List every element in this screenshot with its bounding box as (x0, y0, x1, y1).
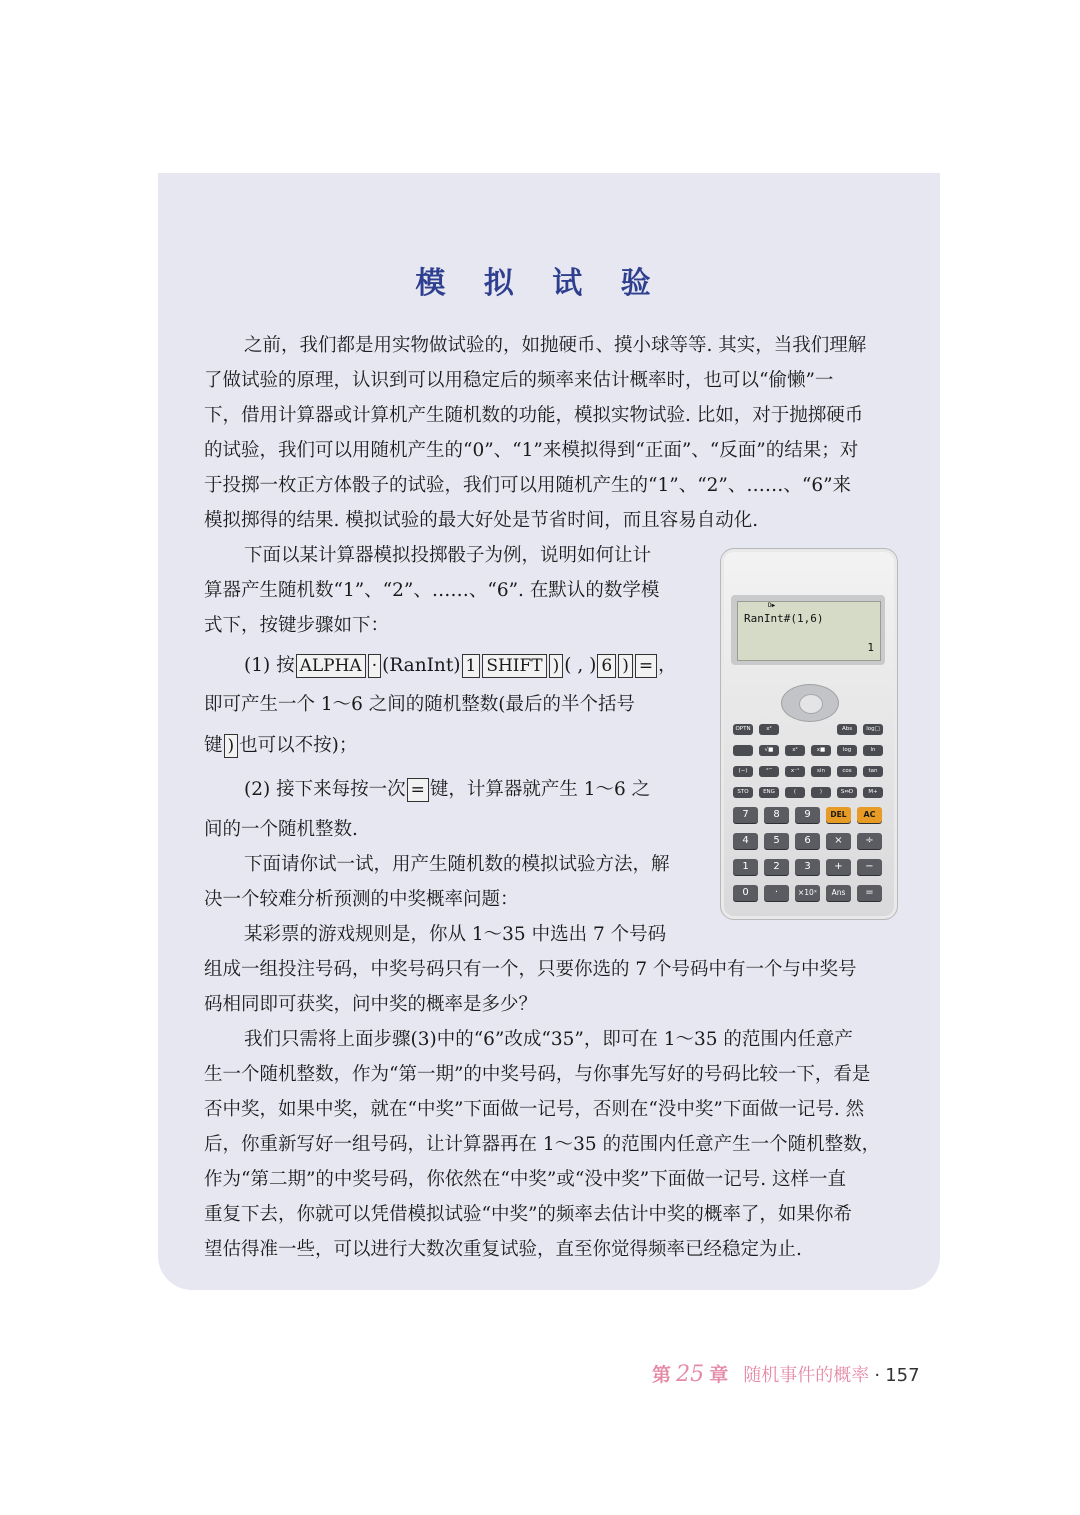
calculator-function-key: ( (785, 787, 805, 798)
calculator-number-key: 4 (733, 833, 758, 849)
calculator-function-key: OPTN (733, 724, 753, 735)
calculator-number-key: × (826, 833, 851, 849)
step-1-end: ， (658, 655, 677, 676)
text-line: 了做试验的原理，认识到可以用稳定后的频率来估计概率时，也可以“偷懒”一 (204, 370, 834, 391)
text-line: 后，你重新写好一组号码，让计算器再在 1～35 的范围内任意产生一个随机整数， (204, 1134, 881, 1155)
step-1-mid1: (RanInt) (382, 655, 461, 676)
six-key: 6 (597, 654, 616, 678)
section-title: 模 拟 试 验 (415, 266, 665, 301)
calculator-number-key: 8 (764, 807, 789, 823)
calculator-number-key: ÷ (857, 833, 882, 849)
text-line: 组成一组投注号码，中奖号码只有一个，只要你选的 7 个号码中有一个与中奖号 (204, 959, 857, 980)
calculator-function-key: ) (811, 787, 831, 798)
calculator-expression: RanInt#(1,6) (744, 612, 824, 625)
calculator-function-key (733, 745, 753, 756)
step-2-line (244, 777, 650, 803)
text-line: 某彩票的游戏规则是，你从 1～35 中选出 7 个号码 (244, 924, 667, 945)
calculator-number-key: = (857, 885, 882, 901)
page-number: 157 (885, 1365, 920, 1386)
calculator-function-key: √■ (759, 745, 779, 756)
calculator-number-key: ×10ˣ (795, 885, 820, 901)
calculator-result: 1 (867, 641, 874, 654)
text-line: 模拟掷得的结果. 模拟试验的最大好处是节省时间，而且容易自动化. (204, 510, 759, 531)
calculator-function-key: log□ (863, 724, 883, 735)
calculator-function-key: x⁻¹ (785, 766, 805, 777)
mode-indicator: D▶ (768, 602, 776, 609)
step-1-mid2: ( , ) (564, 655, 597, 676)
text-line: 于投掷一枚正方体骰子的试验，我们可以用随机产生的“1”、“2”、……、“6”来 (204, 475, 852, 496)
calculator-number-key: 0 (733, 885, 758, 901)
calculator-screen (737, 601, 881, 661)
calculator-number-key: − (857, 859, 882, 875)
calculator-number-key: Ans (826, 885, 851, 901)
calculator-function-key: log (837, 745, 857, 756)
dot-key: · (368, 654, 381, 678)
shift-key: SHIFT (482, 654, 546, 678)
text-line: 下面请你试一试，用产生随机数的模拟试验方法，解 (244, 854, 670, 875)
calculator-function-key: ENG (759, 787, 779, 798)
text-line: 否中奖，如果中奖，就在“中奖”下面做一记号，否则在“没中奖”下面做一记号. 然 (204, 1099, 865, 1120)
step-1-prefix: (1) 按 (244, 655, 295, 676)
chapter-number: 25 (676, 1362, 705, 1387)
chapter-title: 随机事件的概率 (743, 1365, 870, 1386)
calculator-number-key: 1 (733, 859, 758, 875)
footer-bullet: · (874, 1365, 881, 1386)
calculator-number-key: 3 (795, 859, 820, 875)
step-2-prefix: (2) 接下来每按一次 (244, 779, 406, 800)
text-line: 下，借用计算器或计算机产生随机数的功能，模拟实物试验. 比如，对于抛掷硬币 (204, 405, 864, 426)
calculator-function-key: tan (863, 766, 883, 777)
text-line: 即可产生一个 1～6 之间的随机整数(最后的半个括号 (204, 694, 636, 715)
equals-key: = (407, 778, 429, 802)
paren-key: ) (224, 734, 239, 758)
one-key: 1 (462, 654, 481, 678)
calculator-function-key: (−) (733, 766, 753, 777)
step-1-line (244, 653, 677, 679)
text-line: 下面以某计算器模拟投掷骰子为例，说明如何让计 (244, 545, 652, 566)
alpha-key: ALPHA (296, 654, 366, 678)
text-line: 之前，我们都是用实物做试验的，如抛硬币、摸小球等等. 其实，当我们理解 (244, 335, 867, 356)
chapter-suffix: 章 (709, 1364, 729, 1386)
calculator-function-key: x² (759, 724, 779, 735)
text-line: 间的一个随机整数. (204, 819, 358, 840)
calculator-number-key: DEL (826, 807, 851, 823)
calculator-number-key: 6 (795, 833, 820, 849)
step-1-line3b: 也可以不按)； (239, 735, 358, 756)
text-line: 我们只需将上面步骤(3)中的“6”改成“35”，即可在 1～35 的范围内任意产 (244, 1029, 853, 1050)
paren-key: ) (549, 654, 564, 678)
calculator-function-key: cos (837, 766, 857, 777)
calculator-function-key: M+ (863, 787, 883, 798)
calculator-number-key: 2 (764, 859, 789, 875)
calculator-dpad (781, 684, 839, 722)
text-line: 式下，按键步骤如下： (204, 615, 390, 636)
text-line: 作为“第二期”的中奖号码，你依然在“中奖”或“没中奖”下面做一记号. 这样一直 (204, 1169, 847, 1190)
step-1-line3a: 键 (204, 735, 223, 756)
calculator-number-key: 5 (764, 833, 789, 849)
calculator-function-key: ln (863, 745, 883, 756)
step-2-rest: 键，计算器就产生 1～6 之 (429, 779, 651, 800)
calculator-function-key: Abs (837, 724, 857, 735)
text-line: 生一个随机整数，作为“第一期”的中奖号码，与你事先写好的号码比较一下，看是 (204, 1064, 871, 1085)
paren-key: ) (618, 654, 633, 678)
calculator-function-key: S⇔D (837, 787, 857, 798)
calculator-number-key: 7 (733, 807, 758, 823)
text-line: 望估得准一些，可以进行大数次重复试验，直至你觉得频率已经稳定为止. (204, 1239, 802, 1260)
equals-key: = (635, 654, 657, 678)
calculator-number-key: 9 (795, 807, 820, 823)
calculator-number-key: + (826, 859, 851, 875)
calculator-function-key: sin (811, 766, 831, 777)
calculator-function-key: x² (785, 745, 805, 756)
text-line: 码相同即可获奖，问中奖的概率是多少？ (204, 994, 538, 1015)
text-line: 决一个较难分析预测的中奖概率问题： (204, 889, 519, 910)
calculator-function-key: x■ (811, 745, 831, 756)
calculator-illustration (720, 548, 898, 920)
calculator-number-key: AC (857, 807, 882, 823)
calculator-function-key: °′″ (759, 766, 779, 777)
chapter-prefix: 第 (652, 1364, 672, 1386)
page-footer (652, 1360, 920, 1387)
text-line (204, 733, 357, 759)
text-line: 重复下去，你就可以凭借模拟试验“中奖”的频率去估计中奖的概率了，如果你希 (204, 1204, 852, 1225)
calculator-number-key: · (764, 885, 789, 901)
dpad-center (799, 694, 823, 714)
calculator-function-key: STO (733, 787, 753, 798)
text-line: 的试验，我们可以用随机产生的“0”、“1”来模拟得到“正面”、“反面”的结果；对 (204, 440, 859, 461)
text-line: 算器产生随机数“1”、“2”、……、“6”. 在默认的数学模 (204, 580, 660, 601)
calculator-screen-frame (731, 595, 885, 665)
